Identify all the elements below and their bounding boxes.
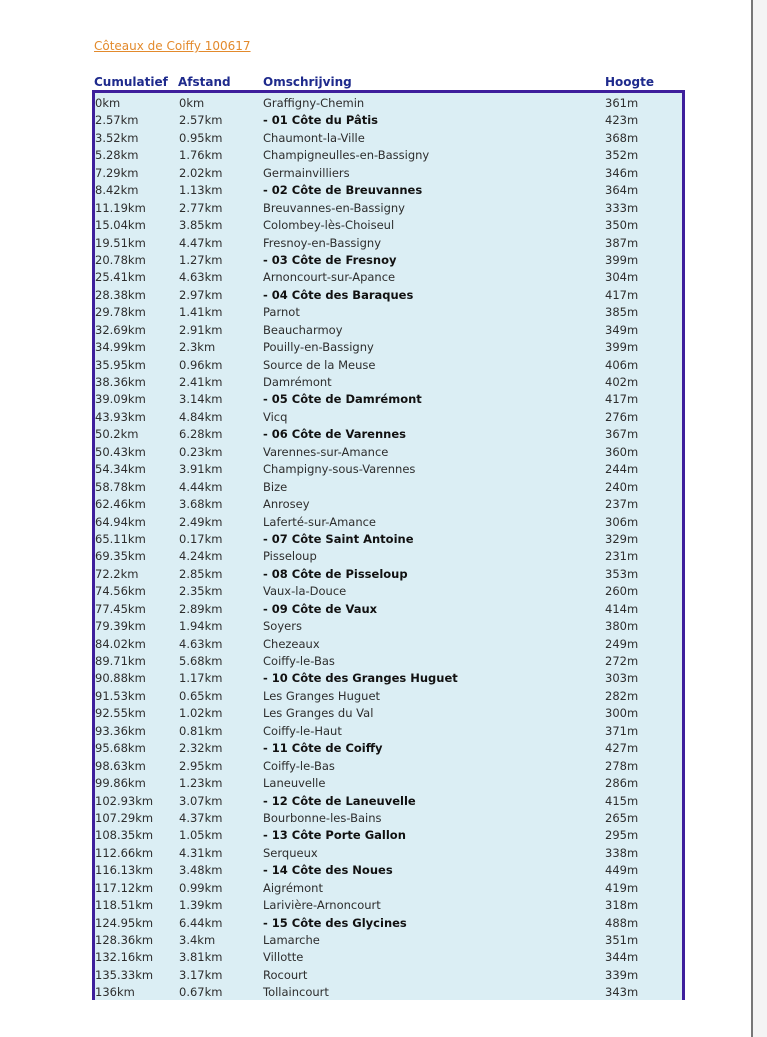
- distance-cell: 1.41km: [179, 305, 223, 320]
- distance-cell: 6.28km: [179, 427, 223, 442]
- header-hoogte: Hoogte: [605, 75, 654, 89]
- altitude-cell: 399m: [605, 252, 639, 267]
- altitude-cell: 415m: [605, 793, 639, 808]
- cumulative-cell: 128.36km: [95, 933, 154, 947]
- distance-cell: 2.77km: [179, 200, 223, 215]
- description-cell: Aigrémont: [263, 880, 323, 895]
- cumulative-cell: 98.63km: [95, 758, 146, 773]
- table-row: [95, 322, 682, 339]
- altitude-cell: 300m: [605, 706, 639, 721]
- distance-cell: 0.17km: [179, 531, 223, 546]
- cumulative-cell: 69.35km: [95, 549, 146, 564]
- distance-cell: 3.81km: [179, 950, 223, 965]
- description-cell: Pisseloup: [263, 549, 317, 564]
- table-row: [95, 688, 682, 705]
- distance-cell: 0.67km: [179, 985, 223, 1000]
- route-title-link[interactable]: Côteaux de Coiffy 100617: [94, 39, 251, 53]
- description-cell: Soyers: [263, 619, 302, 634]
- cumulative-cell: 38.36km: [95, 375, 146, 389]
- altitude-cell: 318m: [605, 898, 639, 913]
- distance-cell: 6.44km: [179, 915, 223, 930]
- distance-cell: 1.94km: [179, 619, 223, 634]
- altitude-cell: 367m: [605, 427, 639, 442]
- description-cell: Larivière-Arnoncourt: [263, 898, 381, 913]
- altitude-cell: 402m: [605, 375, 639, 389]
- distance-cell: 2.57km: [179, 113, 223, 128]
- header-omschrijving: Omschrijving: [263, 75, 352, 89]
- altitude-cell: 449m: [605, 863, 639, 878]
- description-cell: Graffigny-Chemin: [263, 96, 365, 110]
- distance-cell: 4.84km: [179, 409, 223, 424]
- altitude-cell: 240m: [605, 479, 639, 494]
- description-cell: Coiffy-le-Bas: [263, 758, 335, 773]
- altitude-cell: 414m: [605, 601, 639, 616]
- description-cell: Arnoncourt-sur-Apance: [263, 270, 396, 285]
- table-row: [95, 461, 682, 478]
- description-cell: Bize: [263, 479, 288, 494]
- distance-cell: 2.35km: [179, 584, 223, 599]
- description-cell: - 08 Côte de Pisseloup: [263, 566, 408, 581]
- distance-cell: 1.17km: [179, 671, 223, 686]
- altitude-cell: 295m: [605, 828, 639, 843]
- cumulative-cell: 92.55km: [95, 706, 146, 721]
- description-cell: - 05 Côte de Damrémont: [263, 392, 422, 407]
- table-row: [95, 862, 682, 879]
- table-row: [95, 827, 682, 844]
- table-row: [95, 758, 682, 775]
- altitude-cell: 419m: [605, 880, 639, 895]
- table-row: [95, 426, 682, 443]
- cumulative-cell: 90.88km: [95, 671, 146, 686]
- table-row: [95, 374, 682, 391]
- distance-cell: 3.14km: [179, 392, 223, 407]
- altitude-cell: 244m: [605, 462, 639, 477]
- table-row: [95, 95, 682, 112]
- table-row: [95, 252, 682, 269]
- table-row: [95, 217, 682, 234]
- distance-cell: 0.65km: [179, 688, 223, 703]
- distance-cell: 0.99km: [179, 880, 223, 895]
- altitude-cell: 351m: [605, 933, 639, 947]
- distance-cell: 3.48km: [179, 863, 223, 878]
- table-row: [95, 287, 682, 304]
- description-cell: Damrémont: [263, 375, 332, 389]
- table-row: [95, 915, 682, 932]
- description-cell: Fresnoy-en-Bassigny: [263, 235, 382, 250]
- description-cell: Coiffy-le-Bas: [263, 654, 335, 668]
- altitude-cell: 249m: [605, 636, 639, 651]
- cumulative-cell: 74.56km: [95, 584, 146, 599]
- distance-cell: 4.47km: [179, 235, 223, 250]
- distance-cell: 0.95km: [179, 130, 223, 145]
- cumulative-cell: 15.04km: [95, 218, 146, 233]
- description-cell: Champigny-sous-Varennes: [263, 462, 416, 477]
- table-row: [95, 391, 682, 408]
- altitude-cell: 349m: [605, 322, 639, 337]
- table-row: [95, 793, 682, 810]
- cumulative-cell: 77.45km: [95, 601, 146, 616]
- altitude-cell: 237m: [605, 497, 639, 512]
- table-row: [95, 531, 682, 548]
- cumulative-cell: 136km: [95, 985, 135, 1000]
- distance-cell: 3.07km: [179, 793, 223, 808]
- cumulative-cell: 11.19km: [95, 200, 146, 215]
- description-cell: Rocourt: [263, 967, 308, 982]
- cumulative-cell: 3.52km: [95, 130, 139, 145]
- table-row: [95, 775, 682, 792]
- cumulative-cell: 95.68km: [95, 741, 146, 756]
- table-row: [95, 112, 682, 129]
- cumulative-cell: 65.11km: [95, 531, 146, 546]
- altitude-cell: 417m: [605, 392, 639, 407]
- distance-cell: 1.39km: [179, 898, 223, 913]
- altitude-cell: 303m: [605, 671, 639, 686]
- distance-cell: 4.31km: [179, 845, 223, 860]
- altitude-cell: 265m: [605, 810, 639, 825]
- distance-cell: 2.97km: [179, 287, 223, 302]
- altitude-cell: 364m: [605, 183, 639, 198]
- table-row: [95, 880, 682, 897]
- altitude-cell: 306m: [605, 514, 639, 529]
- table-row: [95, 304, 682, 321]
- table-row: [95, 548, 682, 565]
- altitude-cell: 353m: [605, 566, 639, 581]
- cumulative-cell: 132.16km: [95, 950, 154, 965]
- description-cell: - 07 Côte Saint Antoine: [263, 531, 414, 546]
- altitude-cell: 260m: [605, 584, 639, 599]
- cumulative-cell: 108.35km: [95, 828, 154, 843]
- distance-cell: 3.91km: [179, 462, 223, 477]
- description-cell: Villotte: [263, 950, 304, 965]
- description-cell: Varennes-sur-Amance: [263, 444, 389, 459]
- description-cell: Serqueux: [263, 845, 318, 860]
- table-row: [95, 235, 682, 252]
- cumulative-cell: 50.43km: [95, 444, 146, 459]
- cumulative-cell: 72.2km: [95, 566, 139, 581]
- altitude-cell: 361m: [605, 96, 639, 110]
- cumulative-cell: 54.34km: [95, 462, 146, 477]
- altitude-cell: 231m: [605, 549, 639, 564]
- altitude-cell: 350m: [605, 218, 639, 233]
- description-cell: Vaux-la-Douce: [263, 584, 347, 599]
- altitude-cell: 399m: [605, 340, 639, 355]
- distance-cell: 3.68km: [179, 497, 223, 512]
- cumulative-cell: 107.29km: [95, 810, 154, 825]
- description-cell: Lamarche: [263, 933, 320, 947]
- distance-cell: 4.24km: [179, 549, 223, 564]
- cumulative-cell: 64.94km: [95, 514, 146, 529]
- table-row: [95, 897, 682, 914]
- distance-cell: 4.37km: [179, 810, 223, 825]
- header-afstand: Afstand: [178, 75, 231, 89]
- description-cell: Pouilly-en-Bassigny: [263, 340, 374, 355]
- table-row: [95, 670, 682, 687]
- description-cell: Tollaincourt: [263, 985, 329, 1000]
- description-cell: Germainvilliers: [263, 165, 350, 180]
- description-cell: - 02 Côte de Breuvannes: [263, 183, 423, 198]
- altitude-cell: 423m: [605, 113, 639, 128]
- cumulative-cell: 84.02km: [95, 636, 146, 651]
- table-row: [95, 618, 682, 635]
- cumulative-cell: 112.66km: [95, 845, 154, 860]
- route-rows: [95, 95, 682, 1002]
- cumulative-cell: 34.99km: [95, 340, 146, 355]
- description-cell: Parnot: [263, 305, 300, 320]
- altitude-cell: 329m: [605, 531, 639, 546]
- table-row: [95, 601, 682, 618]
- altitude-cell: 344m: [605, 950, 639, 965]
- description-cell: Coiffy-le-Haut: [263, 723, 342, 738]
- table-row: [95, 357, 682, 374]
- table-row: [95, 339, 682, 356]
- description-cell: Source de la Meuse: [263, 357, 376, 372]
- table-row: [95, 444, 682, 461]
- description-cell: Les Granges du Val: [263, 706, 374, 721]
- description-cell: - 06 Côte de Varennes: [263, 427, 406, 442]
- cumulative-cell: 25.41km: [95, 270, 146, 285]
- cumulative-cell: 19.51km: [95, 235, 146, 250]
- distance-cell: 4.63km: [179, 270, 223, 285]
- distance-cell: 4.63km: [179, 636, 223, 651]
- altitude-cell: 360m: [605, 444, 639, 459]
- description-cell: Anrosey: [263, 497, 310, 512]
- page-margin: [753, 0, 767, 1037]
- distance-cell: 2.02km: [179, 165, 223, 180]
- cumulative-cell: 118.51km: [95, 898, 154, 913]
- description-cell: - 15 Côte des Glycines: [263, 915, 407, 930]
- altitude-cell: 304m: [605, 270, 639, 285]
- description-cell: Breuvannes-en-Bassigny: [263, 200, 405, 215]
- table-row: [95, 810, 682, 827]
- table-row: [95, 409, 682, 426]
- description-cell: Les Granges Huguet: [263, 688, 381, 703]
- distance-cell: 5.68km: [179, 654, 223, 668]
- cumulative-cell: 93.36km: [95, 723, 146, 738]
- description-cell: - 13 Côte Porte Gallon: [263, 828, 406, 843]
- altitude-cell: 338m: [605, 845, 639, 860]
- table-row: [95, 479, 682, 496]
- cumulative-cell: 32.69km: [95, 322, 146, 337]
- table-row: [95, 967, 682, 984]
- table-row: [95, 130, 682, 147]
- cumulative-cell: 62.46km: [95, 497, 146, 512]
- description-cell: - 12 Côte de Laneuvelle: [263, 793, 416, 808]
- description-cell: Bourbonne-les-Bains: [263, 810, 382, 825]
- distance-cell: 2.49km: [179, 514, 223, 529]
- description-cell: - 04 Côte des Baraques: [263, 287, 414, 302]
- cumulative-cell: 35.95km: [95, 357, 146, 372]
- altitude-cell: 346m: [605, 165, 639, 180]
- distance-cell: 0.23km: [179, 444, 223, 459]
- altitude-cell: 368m: [605, 130, 639, 145]
- distance-cell: 1.13km: [179, 183, 223, 198]
- cumulative-cell: 124.95km: [95, 915, 154, 930]
- cumulative-cell: 2.57km: [95, 113, 139, 128]
- description-cell: - 10 Côte des Granges Huguet: [263, 671, 458, 686]
- description-cell: Beaucharmoy: [263, 322, 343, 337]
- distance-cell: 2.89km: [179, 601, 223, 616]
- cumulative-cell: 116.13km: [95, 863, 154, 878]
- distance-cell: 2.41km: [179, 375, 223, 389]
- cumulative-cell: 79.39km: [95, 619, 146, 634]
- cumulative-cell: 91.53km: [95, 688, 146, 703]
- cumulative-cell: 7.29km: [95, 165, 139, 180]
- distance-cell: 1.05km: [179, 828, 223, 843]
- altitude-cell: 352m: [605, 148, 639, 163]
- distance-cell: 3.4km: [179, 933, 216, 947]
- altitude-cell: 406m: [605, 357, 639, 372]
- table-row: [95, 182, 682, 199]
- cumulative-cell: 0km: [95, 96, 121, 110]
- altitude-cell: 278m: [605, 758, 639, 773]
- table-row: [95, 636, 682, 653]
- description-cell: Chaumont-la-Ville: [263, 130, 365, 145]
- description-cell: Champigneulles-en-Bassigny: [263, 148, 430, 163]
- description-cell: Vicq: [263, 409, 288, 424]
- cumulative-cell: 50.2km: [95, 427, 139, 442]
- cumulative-cell: 117.12km: [95, 880, 154, 895]
- cumulative-cell: 102.93km: [95, 793, 154, 808]
- cumulative-cell: 28.38km: [95, 287, 146, 302]
- distance-cell: 0.81km: [179, 723, 223, 738]
- distance-cell: 1.76km: [179, 148, 223, 163]
- altitude-cell: 333m: [605, 200, 639, 215]
- altitude-cell: 385m: [605, 305, 639, 320]
- description-cell: - 09 Côte de Vaux: [263, 601, 378, 616]
- cumulative-cell: 8.42km: [95, 183, 139, 198]
- description-cell: - 14 Côte des Noues: [263, 863, 393, 878]
- altitude-cell: 427m: [605, 741, 639, 756]
- distance-cell: 2.3km: [179, 340, 216, 355]
- description-cell: Laneuvelle: [263, 776, 326, 791]
- altitude-cell: 286m: [605, 776, 639, 791]
- table-row: [95, 583, 682, 600]
- cumulative-cell: 135.33km: [95, 967, 154, 982]
- altitude-cell: 417m: [605, 287, 639, 302]
- header-cumulatief: Cumulatief: [94, 75, 168, 89]
- table-row: [95, 566, 682, 583]
- altitude-cell: 488m: [605, 915, 639, 930]
- table-row: [95, 496, 682, 513]
- table-row: [95, 147, 682, 164]
- altitude-cell: 387m: [605, 235, 639, 250]
- distance-cell: 0km: [179, 96, 205, 110]
- cumulative-cell: 89.71km: [95, 654, 146, 668]
- altitude-cell: 272m: [605, 654, 639, 668]
- table-row: [95, 723, 682, 740]
- distance-cell: 2.32km: [179, 741, 223, 756]
- altitude-cell: 276m: [605, 409, 639, 424]
- description-cell: Laferté-sur-Amance: [263, 514, 377, 529]
- cumulative-cell: 5.28km: [95, 148, 139, 163]
- distance-cell: 1.23km: [179, 776, 223, 791]
- table-row: [95, 845, 682, 862]
- table-row: [95, 740, 682, 757]
- altitude-cell: 282m: [605, 688, 639, 703]
- table-row: [95, 514, 682, 531]
- table-row: [95, 165, 682, 182]
- distance-cell: 4.44km: [179, 479, 223, 494]
- distance-cell: 3.85km: [179, 218, 223, 233]
- distance-cell: 2.85km: [179, 566, 223, 581]
- table-row: [95, 200, 682, 217]
- description-cell: - 11 Côte de Coiffy: [263, 741, 383, 756]
- table-row: [95, 269, 682, 286]
- cumulative-cell: 99.86km: [95, 776, 146, 791]
- altitude-cell: 343m: [605, 985, 639, 1000]
- description-cell: - 03 Côte de Fresnoy: [263, 252, 397, 267]
- distance-cell: 2.95km: [179, 758, 223, 773]
- distance-cell: 1.27km: [179, 252, 223, 267]
- cumulative-cell: 43.93km: [95, 409, 146, 424]
- distance-cell: 2.91km: [179, 322, 223, 337]
- table-row: [95, 653, 682, 670]
- cumulative-cell: 20.78km: [95, 252, 146, 267]
- altitude-cell: 371m: [605, 723, 639, 738]
- table-row: [95, 932, 682, 949]
- distance-cell: 3.17km: [179, 967, 223, 982]
- table-row: [95, 705, 682, 722]
- route-table: [92, 90, 685, 1000]
- cumulative-cell: 29.78km: [95, 305, 146, 320]
- altitude-cell: 339m: [605, 967, 639, 982]
- description-cell: Chezeaux: [263, 636, 320, 651]
- description-cell: Colombey-lès-Choiseul: [263, 218, 395, 233]
- description-cell: - 01 Côte du Pâtis: [263, 113, 379, 128]
- altitude-cell: 380m: [605, 619, 639, 634]
- distance-cell: 1.02km: [179, 706, 223, 721]
- cumulative-cell: 58.78km: [95, 479, 146, 494]
- table-row: [95, 949, 682, 966]
- table-row: [95, 984, 682, 1001]
- distance-cell: 0.96km: [179, 357, 223, 372]
- cumulative-cell: 39.09km: [95, 392, 146, 407]
